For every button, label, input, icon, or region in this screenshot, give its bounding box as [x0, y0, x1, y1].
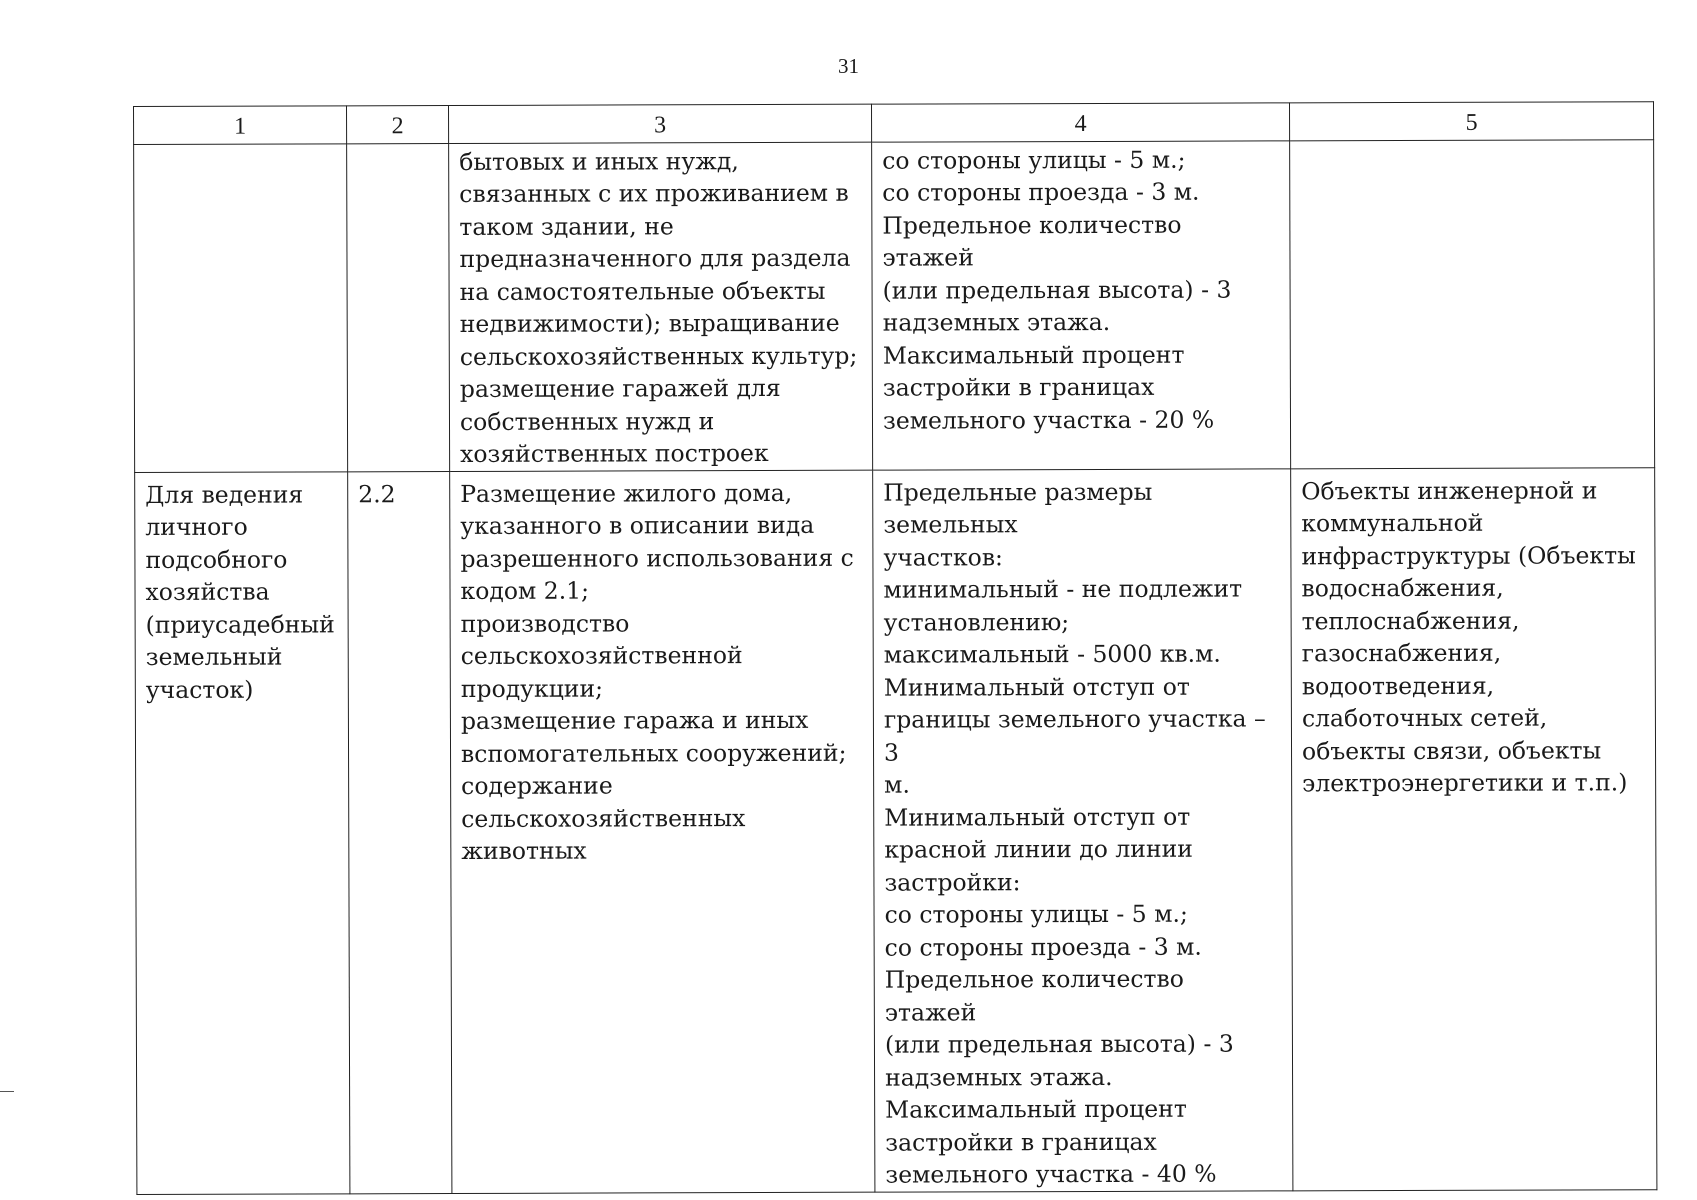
cell-text [1300, 142, 1643, 143]
cell-text: Размещение жилого дома, указанного в описании вида разрешенного использования с кодом 2.1; производство сельскохозяйственной продукции; размещение гаража и иных вспомогательных сооружений; содержание сельскохозяйственных животных [460, 478, 854, 865]
table-row [135, 467, 1657, 1194]
cell-text [144, 146, 336, 147]
cell-text: бытовых и иных нужд, связанных с их проживанием в таком здании, не предназначенного для раздела на самостоятельные объекты недвижимости); выращивание сельскохозяйственных культур; размещение гаражей для собственных нужд и хозяйственных построек [459, 146, 858, 468]
cell-description [450, 470, 875, 1193]
cell-text: со стороны улицы - 5 м.; со стороны проезда - 3 м. Предельное количество этажей (или предельная высота) - 3 надземных этажа. Максимальный процент застройки в границах земельного участка - 20 % [882, 145, 1232, 435]
cell-code [347, 143, 450, 471]
cell-text: 2.2 [358, 479, 396, 508]
cell-text: Объекты инженерной и коммунальной инфраструктуры (Объекты водоснабжения, теплоснабжения, газоснабжения, водоотведения, слаботочных сетей, объекты связи, объекты электроэнергетики и т.п.) [1301, 475, 1636, 798]
cell-use-type [134, 143, 348, 472]
cell-text: Предельные размеры земельных участков: минимальный - не подлежит установлению; максимальный - 5000 кв.м. Минимальный отступ от границы земельного участка – 3 м. Минимальный отступ от красной линии до линии застройки: со стороны улицы - 5 м.; со стороны проезда - 3 м. Предельное количество этажей (или предельная высота) - 3 надземных этажа. Максимальный процент застройки в границах земельного участка - 40 % [883, 477, 1266, 1189]
cell-parameters [873, 468, 1293, 1191]
cell-text: Для ведения личного подсобного хозяйства (приусадебный земельный участок) [145, 479, 335, 704]
cell-parameters [872, 140, 1291, 469]
column-header-5: 5 [1289, 102, 1653, 141]
cell-description [449, 142, 873, 471]
cell-code [348, 471, 452, 1193]
scan-edge-mark [0, 1091, 14, 1092]
cell-use-type [135, 471, 350, 1194]
zoning-table [133, 101, 1657, 1194]
column-header-4: 4 [871, 103, 1289, 142]
cell-auxiliary-uses [1290, 139, 1655, 468]
table-row [134, 139, 1655, 472]
column-header-3: 3 [449, 104, 872, 143]
cell-auxiliary-uses [1291, 467, 1657, 1190]
page-number: 31 [838, 54, 859, 78]
table-header-row [134, 102, 1654, 144]
column-header-2: 2 [347, 106, 449, 144]
column-header-1: 1 [134, 106, 347, 144]
